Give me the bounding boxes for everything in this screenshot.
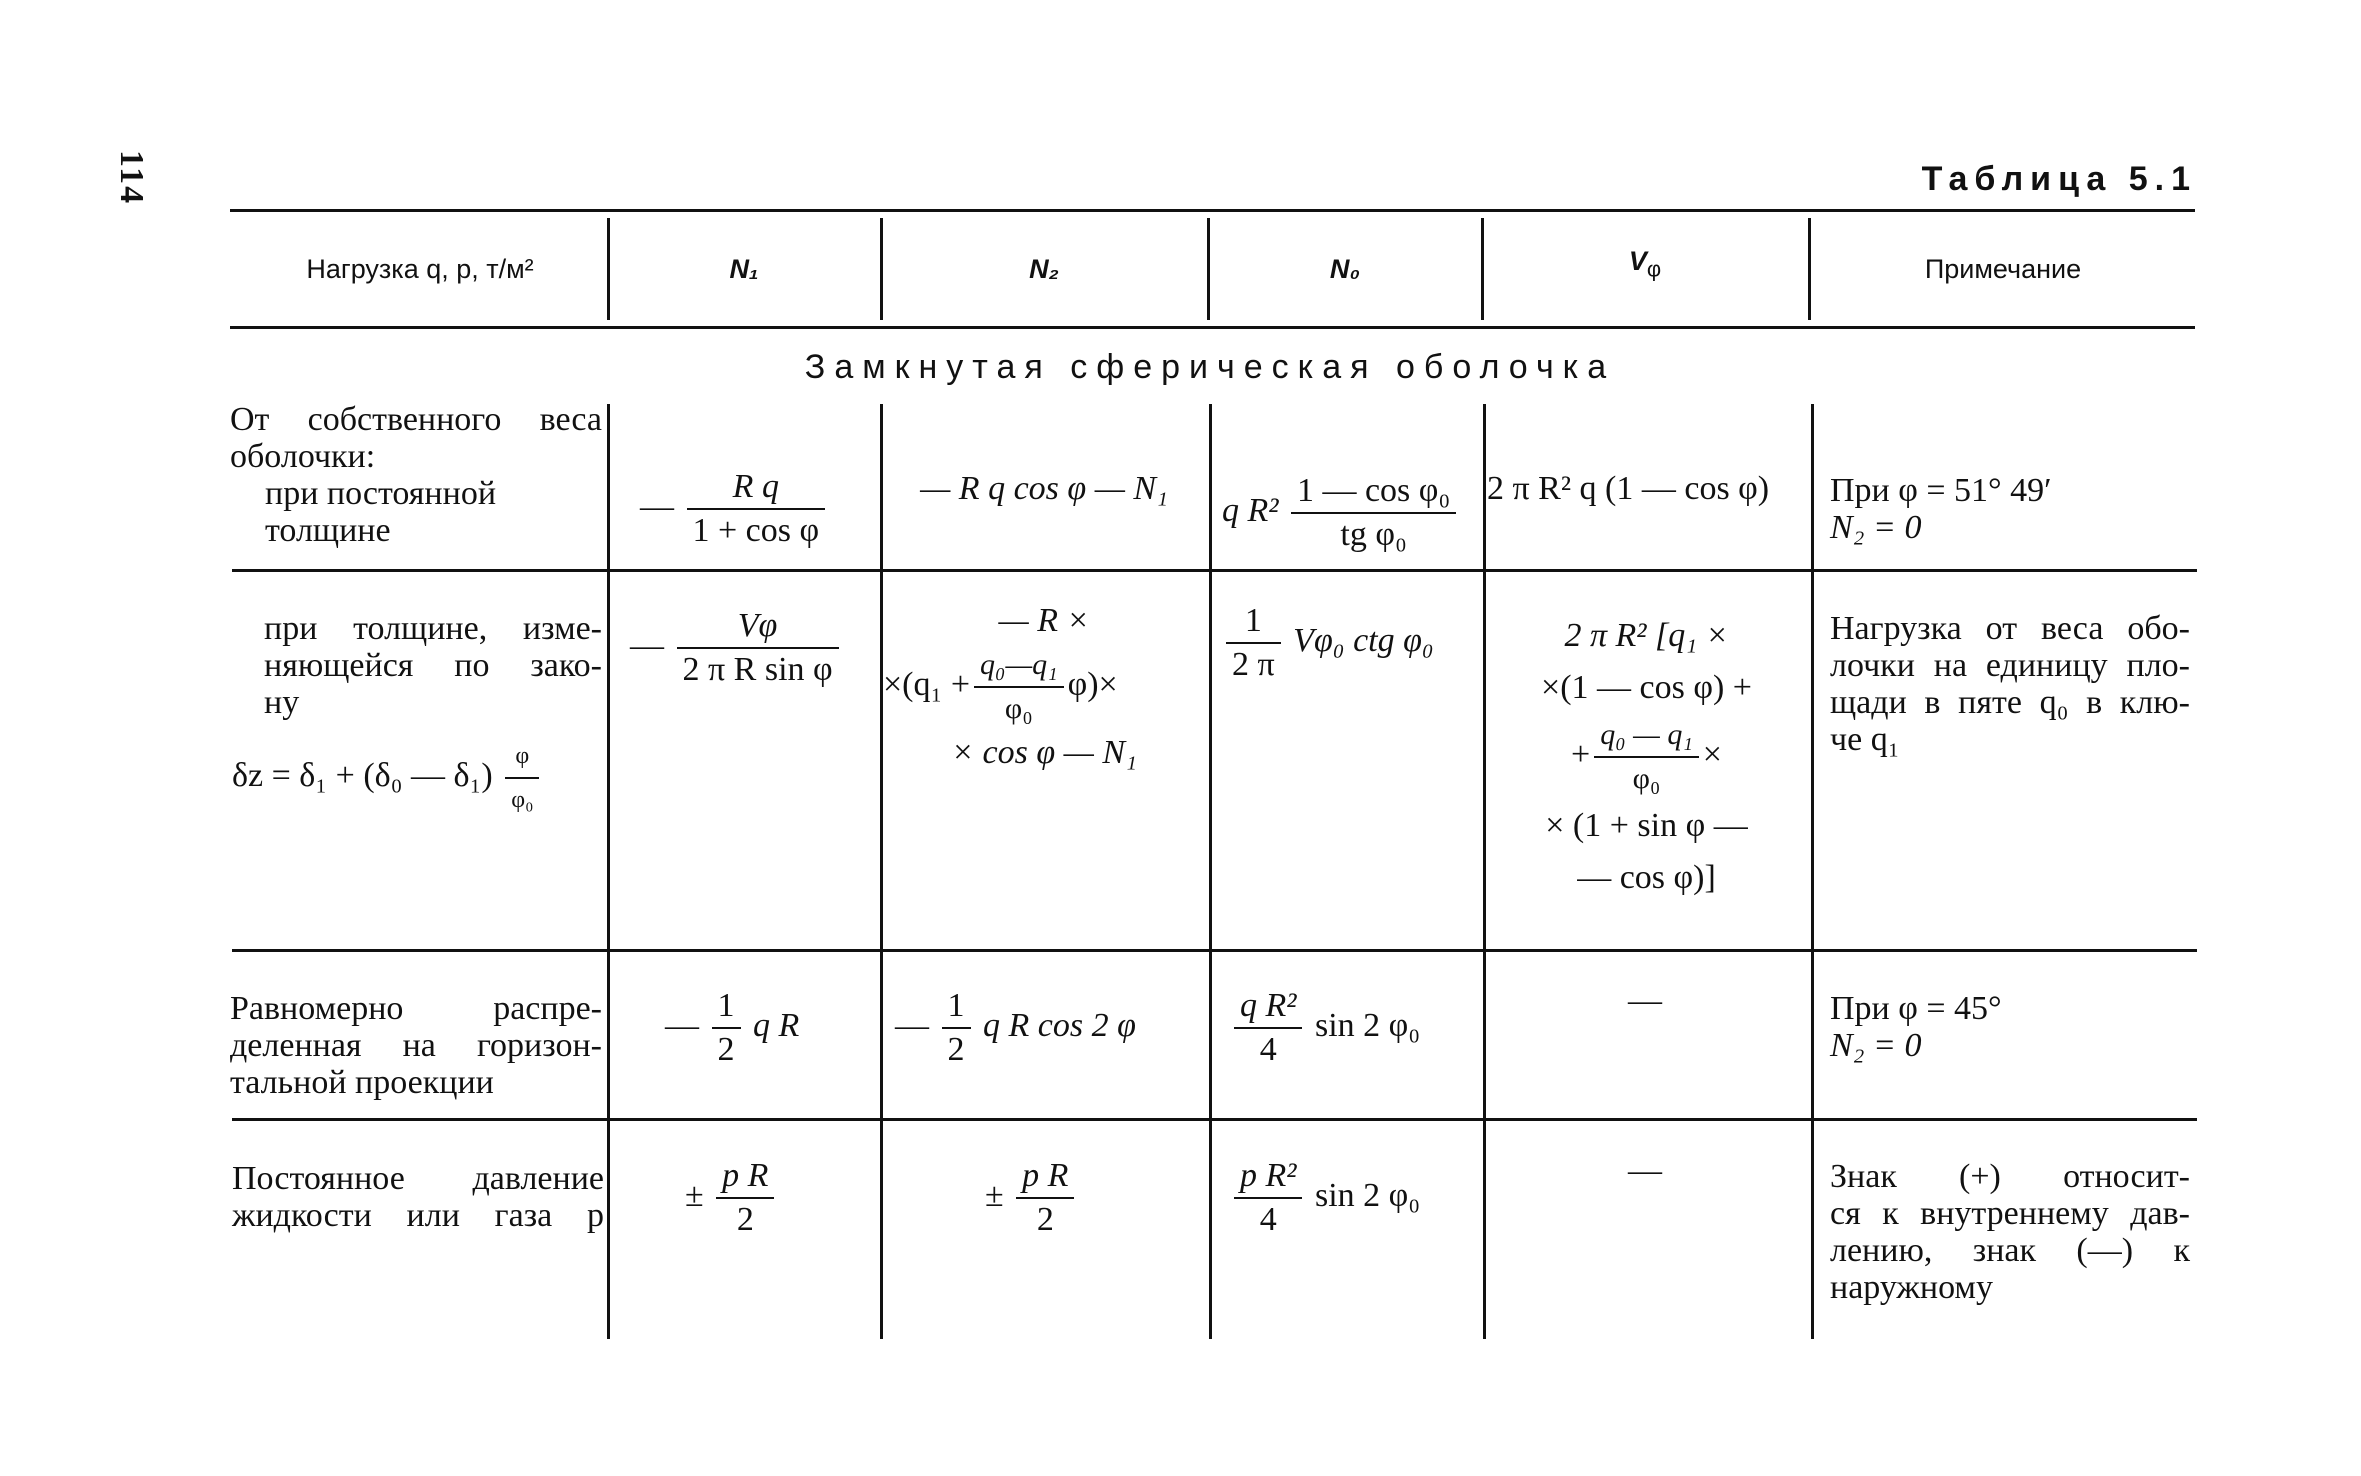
row1-v-formula: 2 π R² q (1 — cos φ) [1487, 470, 1770, 507]
row4-load: Постоянное давление жидкости или газа p [232, 1160, 604, 1234]
row4-n2-formula: ± $\frac{\text{p R}}{2}$ [985, 1155, 1078, 1241]
row4-n0-formula: $\frac{\text{p R²}}{4}$ sin 2 φ₀ [1230, 1155, 1420, 1241]
row3-n2-formula: — $\frac{1}{2}$ q R cos 2 φ [895, 987, 1136, 1068]
row3-n1-formula: — $\frac{1}{2}$ q R [665, 987, 800, 1068]
table-top-rule [230, 209, 2195, 212]
row2-v-formula: 2 π R² [q₁ × ×(1 — cos φ) + + $\frac{\text{q₀ — q₁}}{\text{φ₀}}$ × × (1 + sin φ — — cos φ)] [1541, 617, 1752, 896]
header-n1: N₁ [729, 254, 759, 284]
page-number: 114 [113, 150, 150, 206]
row4-note: Знак (+) относит- ся к внутреннему дав- лению, знак (—) к наружному [1830, 1158, 2190, 1306]
row1-load: От собственного веса оболочки: при постоянной толщине [230, 401, 602, 549]
row1-n1-formula: — $\frac{\text{R q}}{\text{1 + cos φ}}$ [640, 466, 829, 552]
row1-n2-formula: — R q cos φ — N₁ [920, 470, 1168, 507]
header-bottom-rule [230, 326, 2195, 329]
row2-n1-formula: — $\frac{V\varphi}{\text{2 π R sin φ}}$ [630, 605, 843, 691]
header-n2: N₂ [1029, 254, 1059, 284]
row3-n0-formula: $\frac{\text{q R²}}{4}$ sin 2 φ₀ [1230, 985, 1420, 1071]
row4-v-dash: — [1628, 1152, 1662, 1189]
col-divider [607, 404, 610, 1339]
header-note: Примечание [1924, 254, 2082, 284]
table-title: Таблица 5.1 [1921, 160, 2197, 198]
col-divider [1811, 404, 1814, 1339]
row2-load: при толщине, изме- няющейся по зако- ну [264, 610, 602, 721]
row2-n2-formula: — R × ×(q₁ + $\frac{\text{q₀—q₁}}{\text{φ₀}}$ φ)× × cos φ — N₁ [883, 602, 1137, 771]
col-divider [880, 404, 883, 1339]
row-rule-2 [232, 949, 2197, 952]
row2-n0-formula: $\frac{1}{2 \pi}$ Vφ₀ ctg φ₀ [1222, 600, 1434, 686]
row1-n0-formula: q R² $\frac{\text{1 — cos φ₀}}{\text{tg φ₀}}$ [1222, 470, 1460, 556]
header-n0: N₀ [1329, 254, 1361, 284]
section-title: Замкнутая сферическая оболочка [804, 348, 1616, 386]
header-load: Нагрузка q, p, т/м² [306, 254, 534, 284]
row2-load-formula: δz = δ₁ + (δ₀ — δ₁) $\frac{\varphi}{\text{φ₀}}$ [232, 735, 543, 821]
header-v: $V_\varphi$ [1628, 246, 1662, 282]
row-rule-3 [232, 1118, 2197, 1121]
row3-note: При φ = 45° N₂ = 0 [1830, 990, 2002, 1064]
row1-note: При φ = 51° 49′ N₂ = 0 [1830, 472, 2052, 546]
row2-note: Нагрузка от веса обо- лочки на единицу пло- щади в пяте q₀ в клю- че q₁ [1830, 610, 2190, 758]
row3-load: Равномерно распре- деленная на горизон- тальной проекции [230, 990, 602, 1101]
row4-n1-formula: ± $\frac{\text{p R}}{2}$ [685, 1155, 778, 1241]
col-divider [1209, 404, 1212, 1339]
row3-v-dash: — [1628, 982, 1662, 1019]
row-rule-1 [232, 569, 2197, 572]
